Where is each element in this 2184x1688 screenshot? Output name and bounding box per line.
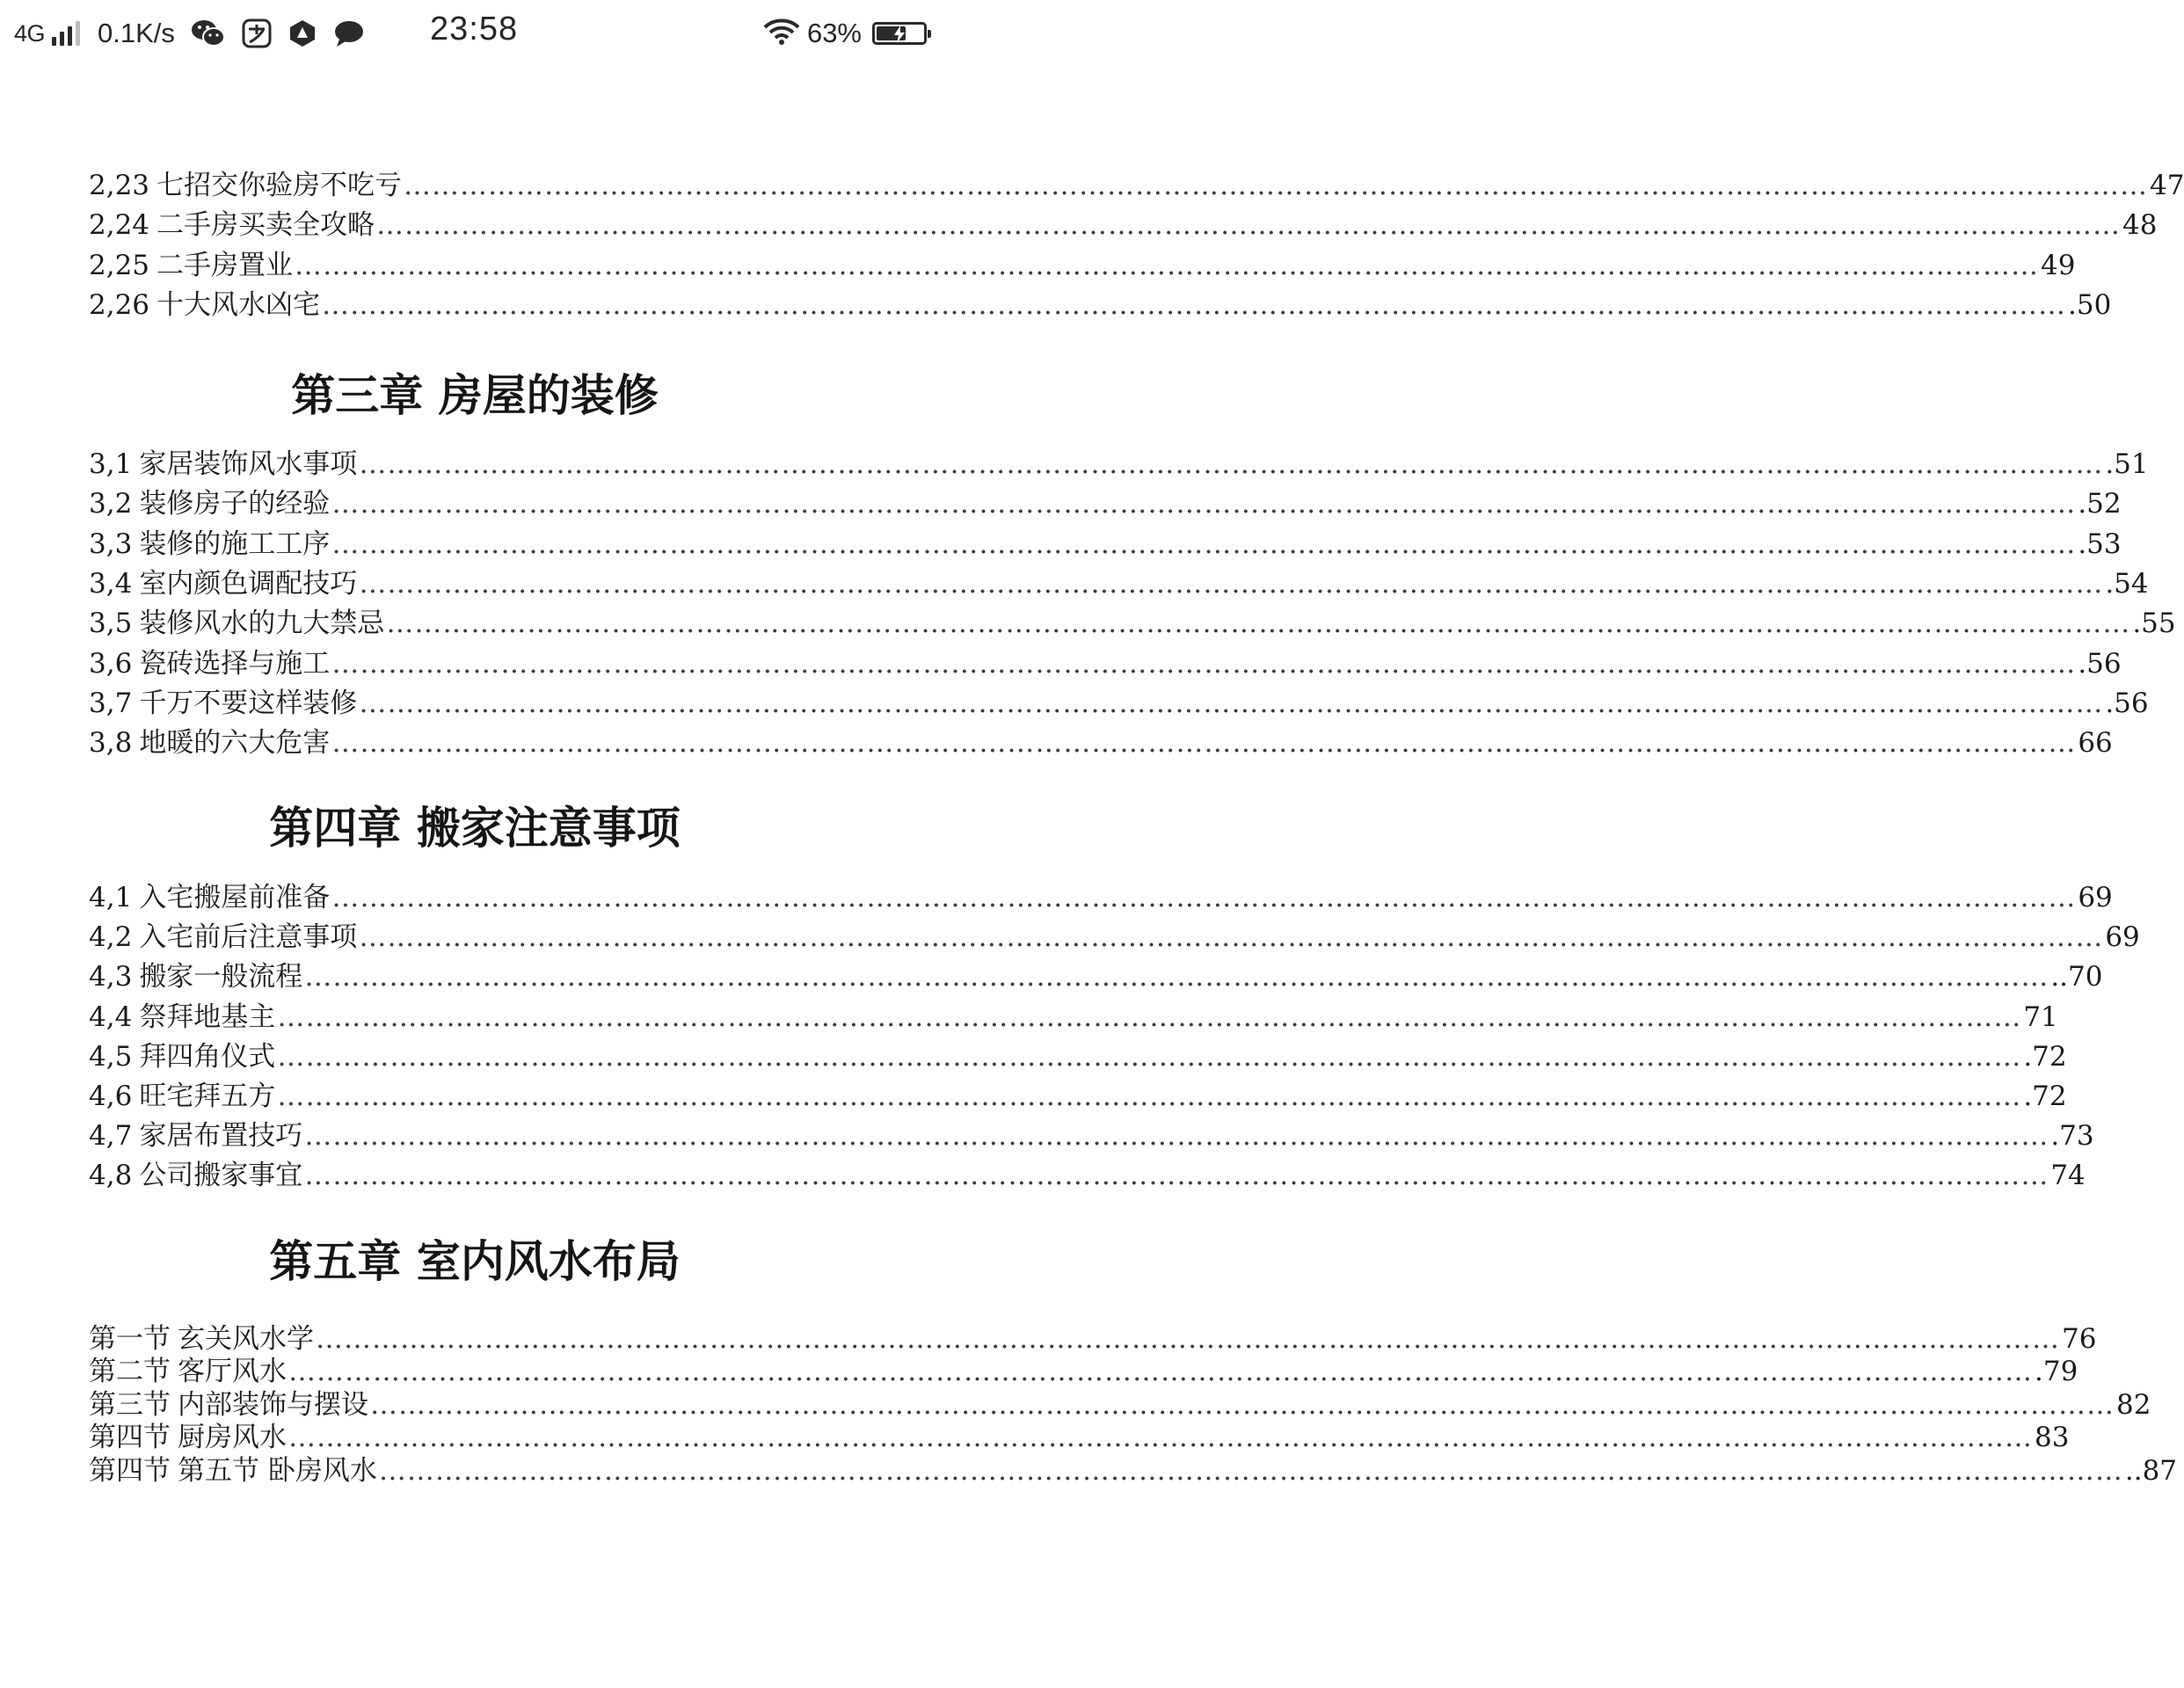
- toc-entry-page: .72: [2023, 1041, 2067, 1073]
- toc-entry-number: 第二节: [89, 1356, 171, 1387]
- dot-leader: ……………………………………………………………………………………………………………………………………………………………………: [288, 1356, 2033, 1387]
- dot-leader: ……………………………………………………………………………………………………………………………………………………………………: [386, 608, 2131, 639]
- toc-entry-page: 76: [2062, 1323, 2097, 1355]
- toc-entry-number: 4,8: [89, 1160, 133, 1191]
- toc-entry-number: 2,23: [89, 170, 150, 201]
- toc-entry[interactable]: [89, 207, 2158, 244]
- toc-entry-title: 搬家一般流程: [139, 961, 303, 993]
- toc-entry-page: 49: [2041, 250, 2076, 281]
- toc-entry-page: 48: [2122, 209, 2158, 241]
- dot-leader: ……………………………………………………………………………………………………………………………………………………………………: [359, 448, 2104, 480]
- toc-entry[interactable]: [89, 1452, 2178, 1489]
- toc-entry-page: .51: [2105, 448, 2149, 480]
- toc-entry-title: 七招交你验房不吃亏: [157, 170, 403, 201]
- toc-entry-page: .52: [2078, 488, 2122, 520]
- toc-entry-page: .73: [2050, 1120, 2094, 1152]
- toc-entry-number: 4,5: [89, 1041, 133, 1073]
- toc-entry-number: 4,1: [89, 882, 133, 913]
- dot-leader: ……………………………………………………………………………………………………………………………………………………………………: [288, 1422, 2033, 1453]
- toc-entry-page: ..70: [2050, 961, 2103, 993]
- toc-entry-page: 47: [2150, 170, 2184, 201]
- toc-entry-number: 3,6: [89, 648, 133, 680]
- toc-entry-title: 旺宅拜五方: [139, 1080, 276, 1112]
- toc-entry-number: 2,26: [89, 289, 150, 321]
- toc-entry[interactable]: [89, 485, 2122, 522]
- toc-entry-number: 3,7: [89, 688, 133, 719]
- toc-entry-number: 第三节: [89, 1389, 171, 1421]
- network-type: 4G: [14, 19, 46, 47]
- toc-entry-title: 玄关风水学: [178, 1323, 314, 1355]
- toc-entry-page: .54: [2105, 568, 2149, 600]
- dot-leader: ……………………………………………………………………………………………………………………………………………………………………: [322, 289, 2067, 321]
- toc-entry[interactable]: [89, 247, 2076, 284]
- toc-entry-title: 十大风水凶宅: [157, 289, 321, 321]
- dot-leader: ……………………………………………………………………………………………………………………………………………………………………: [277, 1001, 2022, 1033]
- toc-entry-page: .56: [2105, 688, 2149, 719]
- toc-entry[interactable]: [89, 1078, 2067, 1115]
- toc-entry-number: 第一节: [89, 1323, 171, 1355]
- clock: 23:58: [430, 11, 519, 47]
- toc-entry-title: 装修房子的经验: [139, 488, 331, 520]
- toc-entry-number: 3,5: [89, 608, 133, 639]
- dot-leader: ……………………………………………………………………………………………………………………………………………………………………: [316, 1323, 2060, 1355]
- toc-entry-page: 69: [2078, 882, 2113, 913]
- dot-leader: ……………………………………………………………………………………………………………………………………………………………………: [277, 1041, 2022, 1073]
- dot-leader: ……………………………………………………………………………………………………………………………………………………………………: [370, 1389, 2115, 1421]
- toc-entry-page: .50: [2068, 289, 2112, 321]
- toc-entry-page: .55: [2132, 608, 2176, 639]
- toc-entry[interactable]: [89, 526, 2122, 563]
- chapter-heading: 第三章 房屋的装修: [291, 370, 659, 421]
- toc-entry-title: 二手房买卖全攻略: [157, 209, 375, 241]
- toc-entry-title: 千万不要这样装修: [139, 688, 358, 719]
- dot-leader: ……………………………………………………………………………………………………………………………………………………………………: [304, 1120, 2049, 1152]
- dot-leader: ……………………………………………………………………………………………………………………………………………………………………: [277, 1080, 2022, 1112]
- toc-entry-title: 装修风水的九大禁忌: [139, 608, 385, 639]
- toc-entry-title: 第五节 卧房风水: [178, 1455, 377, 1487]
- toc-entry-number: 2,25: [89, 250, 150, 281]
- toc-entry-title: 厨房风水: [178, 1422, 287, 1453]
- toc-entry-number: 第四节: [89, 1455, 171, 1487]
- dot-leader: ……………………………………………………………………………………………………………………………………………………………………: [331, 488, 2077, 520]
- toc-entry[interactable]: [89, 565, 2149, 602]
- network-speed: 0.1K/s: [98, 18, 175, 48]
- dot-leader: ……………………………………………………………………………………………………………………………………………………………………: [331, 882, 2077, 913]
- toc-entry-page: 74: [2050, 1160, 2086, 1191]
- toc-entry-page: 71: [2023, 1001, 2058, 1033]
- toc-entry[interactable]: [89, 1386, 2151, 1423]
- toc-entry-number: 3,8: [89, 727, 133, 759]
- toc-entry[interactable]: [89, 999, 2058, 1036]
- dot-leader: ……………………………………………………………………………………………………………………………………………………………………: [304, 961, 2049, 993]
- dot-leader: ……………………………………………………………………………………………………………………………………………………………………: [295, 250, 2040, 281]
- dot-leader: ……………………………………………………………………………………………………………………………………………………………………: [331, 648, 2077, 680]
- toc-entry[interactable]: [89, 1321, 2097, 1357]
- toc-entry-number: 3,2: [89, 488, 133, 520]
- toc-entry-page: ..87: [2124, 1455, 2178, 1487]
- toc-entry-number: 4,4: [89, 1001, 133, 1033]
- toc-entry-number: 2,24: [89, 209, 150, 241]
- toc-entry[interactable]: [89, 685, 2149, 722]
- toc-entry-number: 3,1: [89, 448, 133, 480]
- toc-entry[interactable]: [89, 879, 2113, 916]
- toc-entry-title: 装修的施工工序: [139, 528, 331, 560]
- toc-entry[interactable]: [89, 958, 2103, 995]
- dot-leader: ……………………………………………………………………………………………………………………………………………………………………: [376, 209, 2122, 241]
- toc-entry-title: 公司搬家事宜: [139, 1160, 303, 1191]
- toc-entry-title: 祭拜地基主: [139, 1001, 276, 1033]
- toc-entry[interactable]: [89, 1117, 2094, 1154]
- battery-percent: 63%: [806, 18, 862, 48]
- toc-entry[interactable]: [89, 919, 2140, 956]
- toc-entry-number: 4,6: [89, 1080, 133, 1112]
- toc-entry-title: 拜四角仪式: [139, 1041, 276, 1073]
- toc-entry-title: 家居装饰风水事项: [139, 448, 358, 480]
- toc-entry[interactable]: [89, 167, 2184, 204]
- toc-entry[interactable]: [89, 605, 2176, 642]
- toc-entry-page: .56: [2078, 648, 2122, 680]
- toc-entry-number: 3,4: [89, 568, 133, 600]
- toc-entry[interactable]: [89, 1419, 2070, 1456]
- toc-entry-title: 二手房置业: [157, 250, 294, 281]
- dot-leader: ……………………………………………………………………………………………………………………………………………………………………: [359, 688, 2104, 719]
- toc-entry-page: .72: [2023, 1080, 2067, 1112]
- toc-entry[interactable]: [89, 1157, 2086, 1194]
- toc-entry-page: 66: [2078, 727, 2113, 759]
- chapter-heading: 第四章 搬家注意事项: [269, 803, 681, 854]
- toc-entry-title: 家居布置技巧: [139, 1120, 303, 1152]
- toc-entry-title: 客厅风水: [178, 1356, 287, 1387]
- toc-entry-page: 69: [2105, 921, 2140, 953]
- dot-leader: ……………………………………………………………………………………………………………………………………………………………………: [331, 727, 2077, 759]
- toc-entry-number: 4,7: [89, 1120, 133, 1152]
- toc-entry-page: .53: [2078, 528, 2122, 560]
- dot-leader: ……………………………………………………………………………………………………………………………………………………………………: [304, 1160, 2049, 1191]
- dot-leader: ……………………………………………………………………………………………………………………………………………………………………: [404, 170, 2149, 201]
- toc-entry-title: 室内颜色调配技巧: [139, 568, 358, 600]
- toc-entry-number: 4,3: [89, 961, 133, 993]
- toc-entry[interactable]: [89, 645, 2122, 682]
- dot-leader: ……………………………………………………………………………………………………………………………………………………………………: [359, 921, 2104, 953]
- toc-entry-title: 瓷砖选择与施工: [139, 648, 331, 680]
- toc-entry[interactable]: [89, 1038, 2067, 1075]
- toc-entry-page: 82: [2116, 1389, 2151, 1421]
- toc-entry-page: 83: [2035, 1422, 2070, 1453]
- toc-entry-number: 第四节: [89, 1422, 171, 1453]
- toc-entry[interactable]: [89, 724, 2113, 761]
- toc-entry-title: 地暖的六大危害: [139, 727, 331, 759]
- toc-entry-title: 入宅搬屋前准备: [139, 882, 331, 913]
- toc-entry-number: 4,2: [89, 921, 133, 953]
- dot-leader: ……………………………………………………………………………………………………………………………………………………………………: [359, 568, 2104, 600]
- dot-leader: ……………………………………………………………………………………………………………………………………………………………………: [331, 528, 2077, 560]
- toc-entry-page: .79: [2035, 1356, 2078, 1387]
- toc-entry-title: 内部装饰与摆设: [178, 1389, 368, 1421]
- dot-leader: ……………………………………………………………………………………………………………………………………………………………………: [378, 1455, 2123, 1487]
- toc-entry[interactable]: [89, 287, 2112, 324]
- toc-entry[interactable]: [89, 446, 2149, 483]
- toc-entry-title: 入宅前后注意事项: [139, 921, 358, 953]
- toc-entry[interactable]: [89, 1353, 2078, 1390]
- toc-entry-number: 3,3: [89, 528, 133, 560]
- chapter-heading: 第五章 室内风水布局: [269, 1236, 681, 1287]
